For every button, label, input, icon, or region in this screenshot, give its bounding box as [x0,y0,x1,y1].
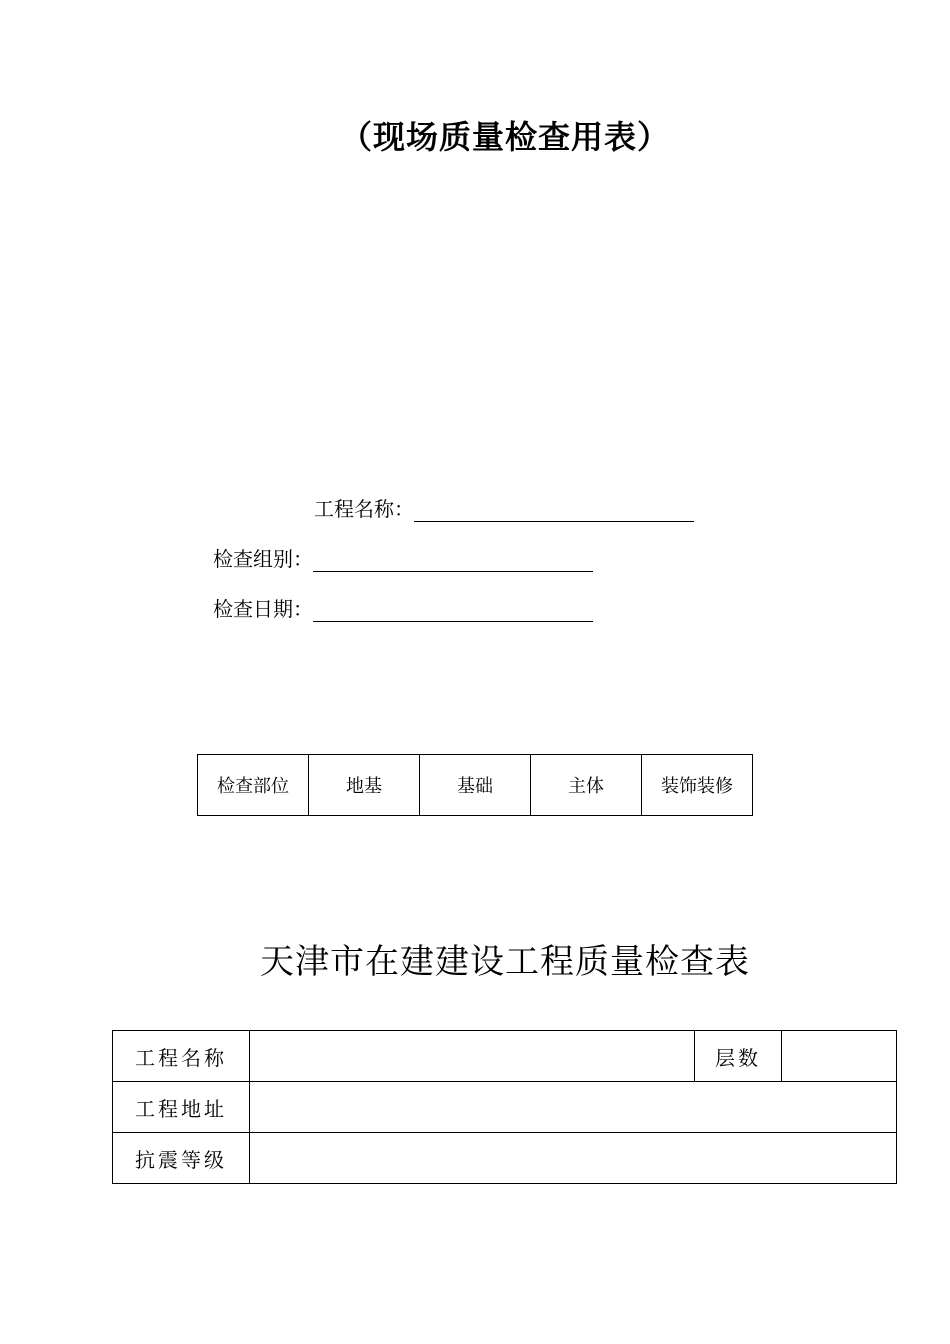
seismic-grade-value[interactable] [250,1133,897,1184]
inspection-date-field [213,592,593,622]
project-name-cell-label: 工程名称 [113,1031,250,1082]
project-name-blank[interactable] [414,499,694,522]
part-foundation-ground[interactable]: 地基 [309,755,420,816]
inspection-group-label: 检查组别： [213,547,313,571]
floors-label: 层数 [695,1031,782,1082]
part-main-structure[interactable]: 主体 [531,755,642,816]
project-info-table [112,1030,897,1184]
inspection-group-blank[interactable] [313,549,593,572]
inspection-parts-table [197,754,753,816]
project-name-value[interactable] [250,1031,695,1082]
part-decoration[interactable]: 装饰装修 [642,755,753,816]
seismic-grade-label: 抗震等级 [113,1133,250,1184]
part-foundation[interactable]: 基础 [420,755,531,816]
inspection-group-field [213,542,593,572]
form-title: 天津市在建建设工程质量检查表 [260,942,750,982]
inspection-date-blank[interactable] [313,599,593,622]
page-heading: （现场质量检查用表） [339,118,670,156]
project-address-value[interactable] [250,1082,897,1133]
project-name-label: 工程名称： [314,497,414,521]
project-name-field [314,492,694,522]
inspection-date-label: 检查日期： [213,597,313,621]
project-address-label: 工程地址 [113,1082,250,1133]
parts-header-cell: 检查部位 [198,755,309,816]
floors-value[interactable] [782,1031,897,1082]
